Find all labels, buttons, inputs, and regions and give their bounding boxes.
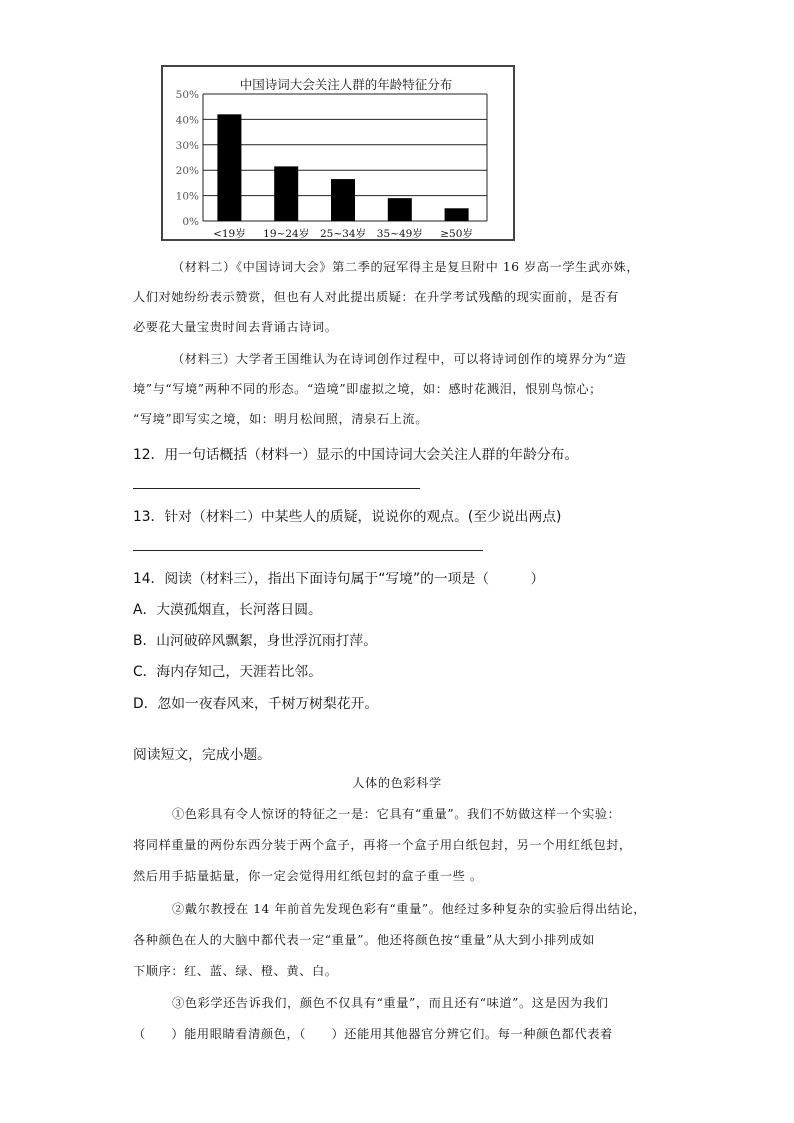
x-tick-label: ≥50岁 (440, 228, 473, 239)
y-tick-label: 20% (175, 165, 199, 178)
answer-line-13[interactable] (133, 550, 483, 551)
bars (217, 114, 468, 221)
chart-title: 中国诗词大会关注人群的年龄特征分布 (239, 77, 453, 92)
bar-1 (274, 166, 298, 221)
article-p1-line3: 然后用手掂量掂量，你一定会觉得用红纸包封的盒子重一些 。 (133, 869, 483, 883)
article-p1-line2: 将同样重量的两份东西分装于两个盒子，再将一个盒子用白纸包封，另一个用红纸包封， (133, 838, 632, 852)
question-12: 12．用一句话概括（材料一）显示的中国诗词大会关注人群的年龄分布。 (133, 447, 579, 463)
article-p2-line1: ②戴尔教授在 14 年前首先发现色彩有“重量”。他经过多种复杂的实验后得出结论， (172, 902, 647, 916)
article-p2-line3: 下顺序：红、蓝、绿、橙、黄、白。 (133, 964, 338, 978)
y-tick-label: 10% (175, 190, 199, 203)
reading-intro: 阅读短文，完成小题。 (133, 747, 271, 763)
x-tick-label: 25~34岁 (319, 228, 367, 239)
article-p1-line1: ①色彩具有令人惊讶的特征之一是：它具有“重量”。我们不妨做这样一个实验： (172, 807, 621, 821)
bar-2 (331, 179, 355, 221)
answer-line-12[interactable] (133, 488, 420, 489)
article-p2-line2: 各种颜色在人的大脑中都代表一定“重量”。他还将颜色按“重量”从大到小排列成如 (133, 933, 596, 947)
y-tick-label: 50% (175, 89, 199, 101)
x-tick-labels (213, 227, 473, 239)
question-13: 13．针对（材料二）中某些人的质疑，说说你的观点。(至少说出两点) (133, 509, 562, 525)
question-14: 14．阅读（材料三），指出下面诗句属于“写境”的一项是（ ） (133, 571, 545, 587)
material3-line2: 境”与“写境”两种不同的形态。“造境”即虚拟之境，如：感时花溅泪，恨别鸟惊心； (133, 382, 602, 396)
y-tick-label: 40% (175, 114, 199, 127)
material3-line1: （材料三）大学者王国维认为在诗词创作过程中，可以将诗词创作的境界分为“造 (172, 352, 627, 366)
bar-3 (388, 198, 412, 221)
material3-line3: “写境”即写实之境，如：明月松间照，清泉石上流。 (133, 412, 428, 426)
option-c[interactable]: C．海内存知己，天涯若比邻。 (133, 664, 322, 680)
article-p3-line2: （ ）能用眼睛看清颜色，（ ）还能用其他器官分辨它们。每一种颜色都代表着 (133, 1027, 613, 1041)
option-a[interactable]: A．大漠孤烟直，长河落日圆。 (133, 602, 322, 618)
article-p3-line1: ③色彩学还告诉我们，颜色不仅具有“重量”，而且还有“味道”。这是因为我们 (172, 996, 609, 1010)
option-d[interactable]: D．忽如一夜春风来，千树万树梨花开。 (133, 696, 379, 712)
x-tick-label: 19~24岁 (263, 228, 310, 239)
x-tick-label: 35~49岁 (376, 228, 423, 239)
bar-0 (217, 114, 241, 221)
chart-svg (163, 67, 513, 239)
age-distribution-chart (161, 65, 515, 241)
option-b[interactable]: B．山河破碎风飘絮，身世浮沉雨打萍。 (133, 633, 378, 649)
bar-4 (445, 208, 469, 221)
material2-line3: 必要花大量宝贵时间去背诵古诗词。 (133, 320, 338, 334)
y-tick-label: 0% (182, 216, 199, 228)
material2-line2: 人们对她纷纷表示赞赏，但也有人对此提出质疑：在升学考试残酷的现实面前，是否有 (133, 290, 619, 304)
x-tick-label: <19岁 (213, 228, 246, 239)
y-tick-labels (176, 89, 199, 228)
material2-line1: （材料二）《中国诗词大会》第二季的冠军得主是复旦附中 16 岁高一学生武亦姝， (172, 260, 640, 274)
y-tick-label: 30% (175, 139, 199, 152)
article-title: 人体的色彩科学 (352, 776, 442, 790)
